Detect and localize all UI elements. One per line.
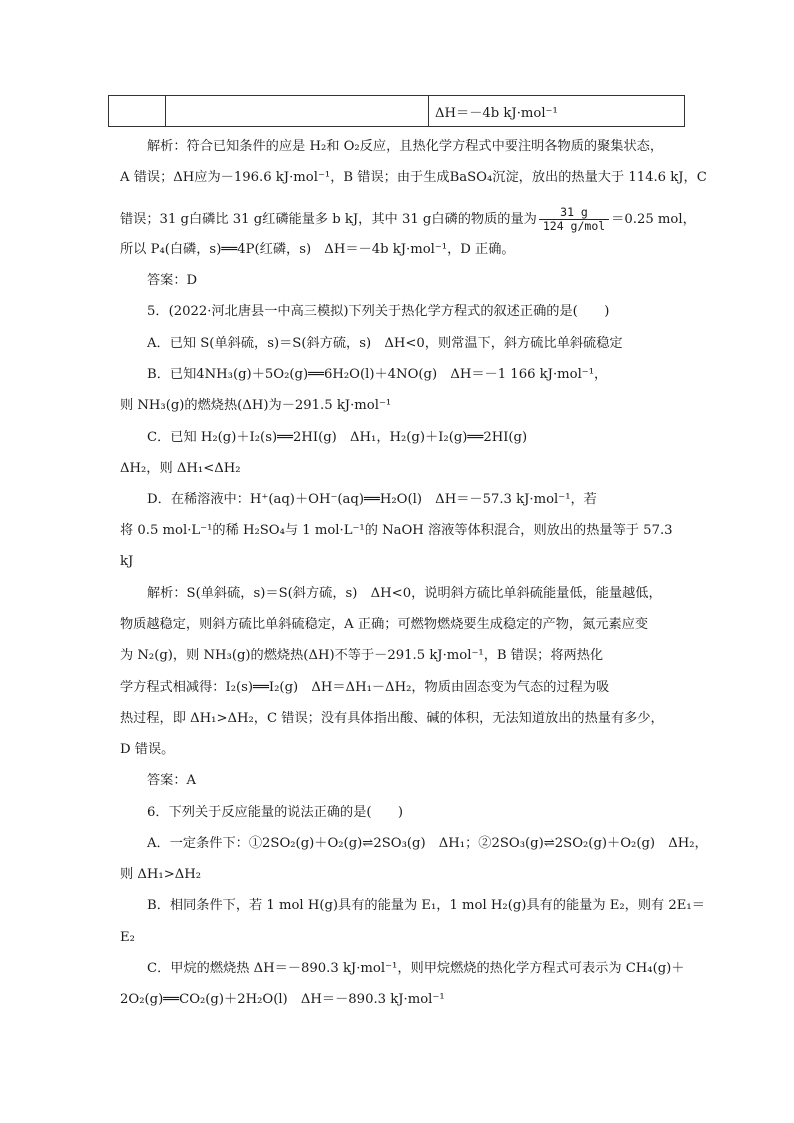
analysis-text: 错误；31 g白磷比 31 g红磷能量多 b kJ，其中 31 g白磷的物质的量为 <box>120 212 537 227</box>
option-a-cont: 则 ΔH₁>ΔH₂ <box>120 867 202 882</box>
analysis-line: A 错误；ΔH应为－196.6 kJ·mol⁻¹，B 错误；由于生成BaSO₄沉淀，放出的热量大于 114.6 kJ，C <box>120 170 707 185</box>
fraction-numerator: 31 g <box>539 206 609 220</box>
fraction-denominator: 124 g/mol <box>542 219 606 233</box>
option-d: D．在稀溶液中：H⁺(aq)＋OH⁻(aq)══H₂O(l) ΔH＝－57.3 kJ·mol⁻¹，若 <box>147 492 597 507</box>
table-cell-text: ΔH＝－4b kJ·mol⁻¹ <box>435 105 558 121</box>
table-cell <box>166 96 429 127</box>
option-b: B．相同条件下，若 1 mol H(g)具有的能量为 E₁，1 mol H₂(g)具有的能量为 E₂，则有 2E₁＝ <box>147 898 705 913</box>
option-a: A．一定条件下：①2SO₂(g)＋O₂(g)⇌2SO₃(g) ΔH₁；②2SO₃(g)⇌2SO₂(g)＋O₂(g) ΔH₂， <box>147 836 708 851</box>
option-b: B．已知4NH₃(g)＋5O₂(g)══6H₂O(l)＋4NO(g) ΔH＝－1 166 kJ·mol⁻¹， <box>147 367 608 382</box>
analysis-line: 所以 P₄(白磷，s)══4P(红磷，s) ΔH＝－4b kJ·mol⁻¹，D 正确。 <box>120 242 515 257</box>
analysis-line: 学方程式相减得：I₂(s)══I₂(g) ΔH＝ΔH₁－ΔH₂，物质由固态变为气态的过程为吸 <box>120 680 610 695</box>
answer-table <box>108 95 685 127</box>
option-c: C．已知 H₂(g)＋I₂(s)══2HI(g) ΔH₁，H₂(g)＋I₂(g)══2HI(g) <box>147 430 528 445</box>
analysis-line: 解析：符合已知条件的应是 H₂和 O₂反应，且热化学方程式中要注明各物质的聚集状态， <box>147 139 664 154</box>
question-title: 5．(2022·河北唐县一中高三模拟)下列关于热化学方程式的叙述正确的是( ) <box>147 304 610 319</box>
analysis-line: 解析：S(单斜硫，s)＝S(斜方硫，s) ΔH<0，说明斜方硫比单斜硫能量低，能量越低， <box>147 586 662 601</box>
option-c: C．甲烷的燃烧热 ΔH＝－890.3 kJ·mol⁻¹，则甲烷燃烧的热化学方程式可表示为 CH₄(g)＋ <box>147 961 685 976</box>
table-cell <box>109 96 166 127</box>
analysis-line: 为 N₂(g)，则 NH₃(g)的燃烧热(ΔH)不等于－291.5 kJ·mol⁻¹，B 错误；将两热化 <box>120 648 604 663</box>
option-b-cont: 则 NH₃(g)的燃烧热(ΔH)为－291.5 kJ·mol⁻¹ <box>120 398 392 413</box>
option-d-cont: 将 0.5 mol·L⁻¹的稀 H₂SO₄与 1 mol·L⁻¹的 NaOH 溶液等体积混合，则放出的热量等于 57.3 <box>120 523 673 538</box>
table-cell <box>429 96 685 127</box>
answer-label: 答案：A <box>147 773 197 788</box>
option-a: A．已知 S(单斜硫，s)＝S(斜方硫，s) ΔH<0，则常温下，斜方硫比单斜硫稳定 <box>147 336 623 351</box>
question-title: 6．下列关于反应能量的说法正确的是( ) <box>147 805 404 820</box>
analysis-line <box>120 205 696 233</box>
answer-label: 答案：D <box>147 273 198 288</box>
table-row <box>109 96 685 127</box>
option-c-cont: 2O₂(g)══CO₂(g)＋2H₂O(l) ΔH＝－890.3 kJ·mol⁻¹ <box>120 992 445 1007</box>
option-b-cont: E₂ <box>120 930 135 945</box>
analysis-line: D 错误。 <box>120 742 175 757</box>
analysis-line: 热过程，即 ΔH₁>ΔH₂，C 错误；没有具体指出酸、碱的体积，无法知道放出的热量有多少， <box>120 711 664 726</box>
option-c-cont: ΔH₂，则 ΔH₁<ΔH₂ <box>120 461 241 476</box>
option-d-cont: kJ <box>120 554 134 569</box>
fraction-result: ＝0.25 mol， <box>611 212 696 227</box>
analysis-line: 物质越稳定，则斜方硫比单斜硫稳定，A 正确；可燃物燃烧要生成稳定的产物，氮元素应变 <box>120 617 649 632</box>
fraction <box>539 206 609 233</box>
